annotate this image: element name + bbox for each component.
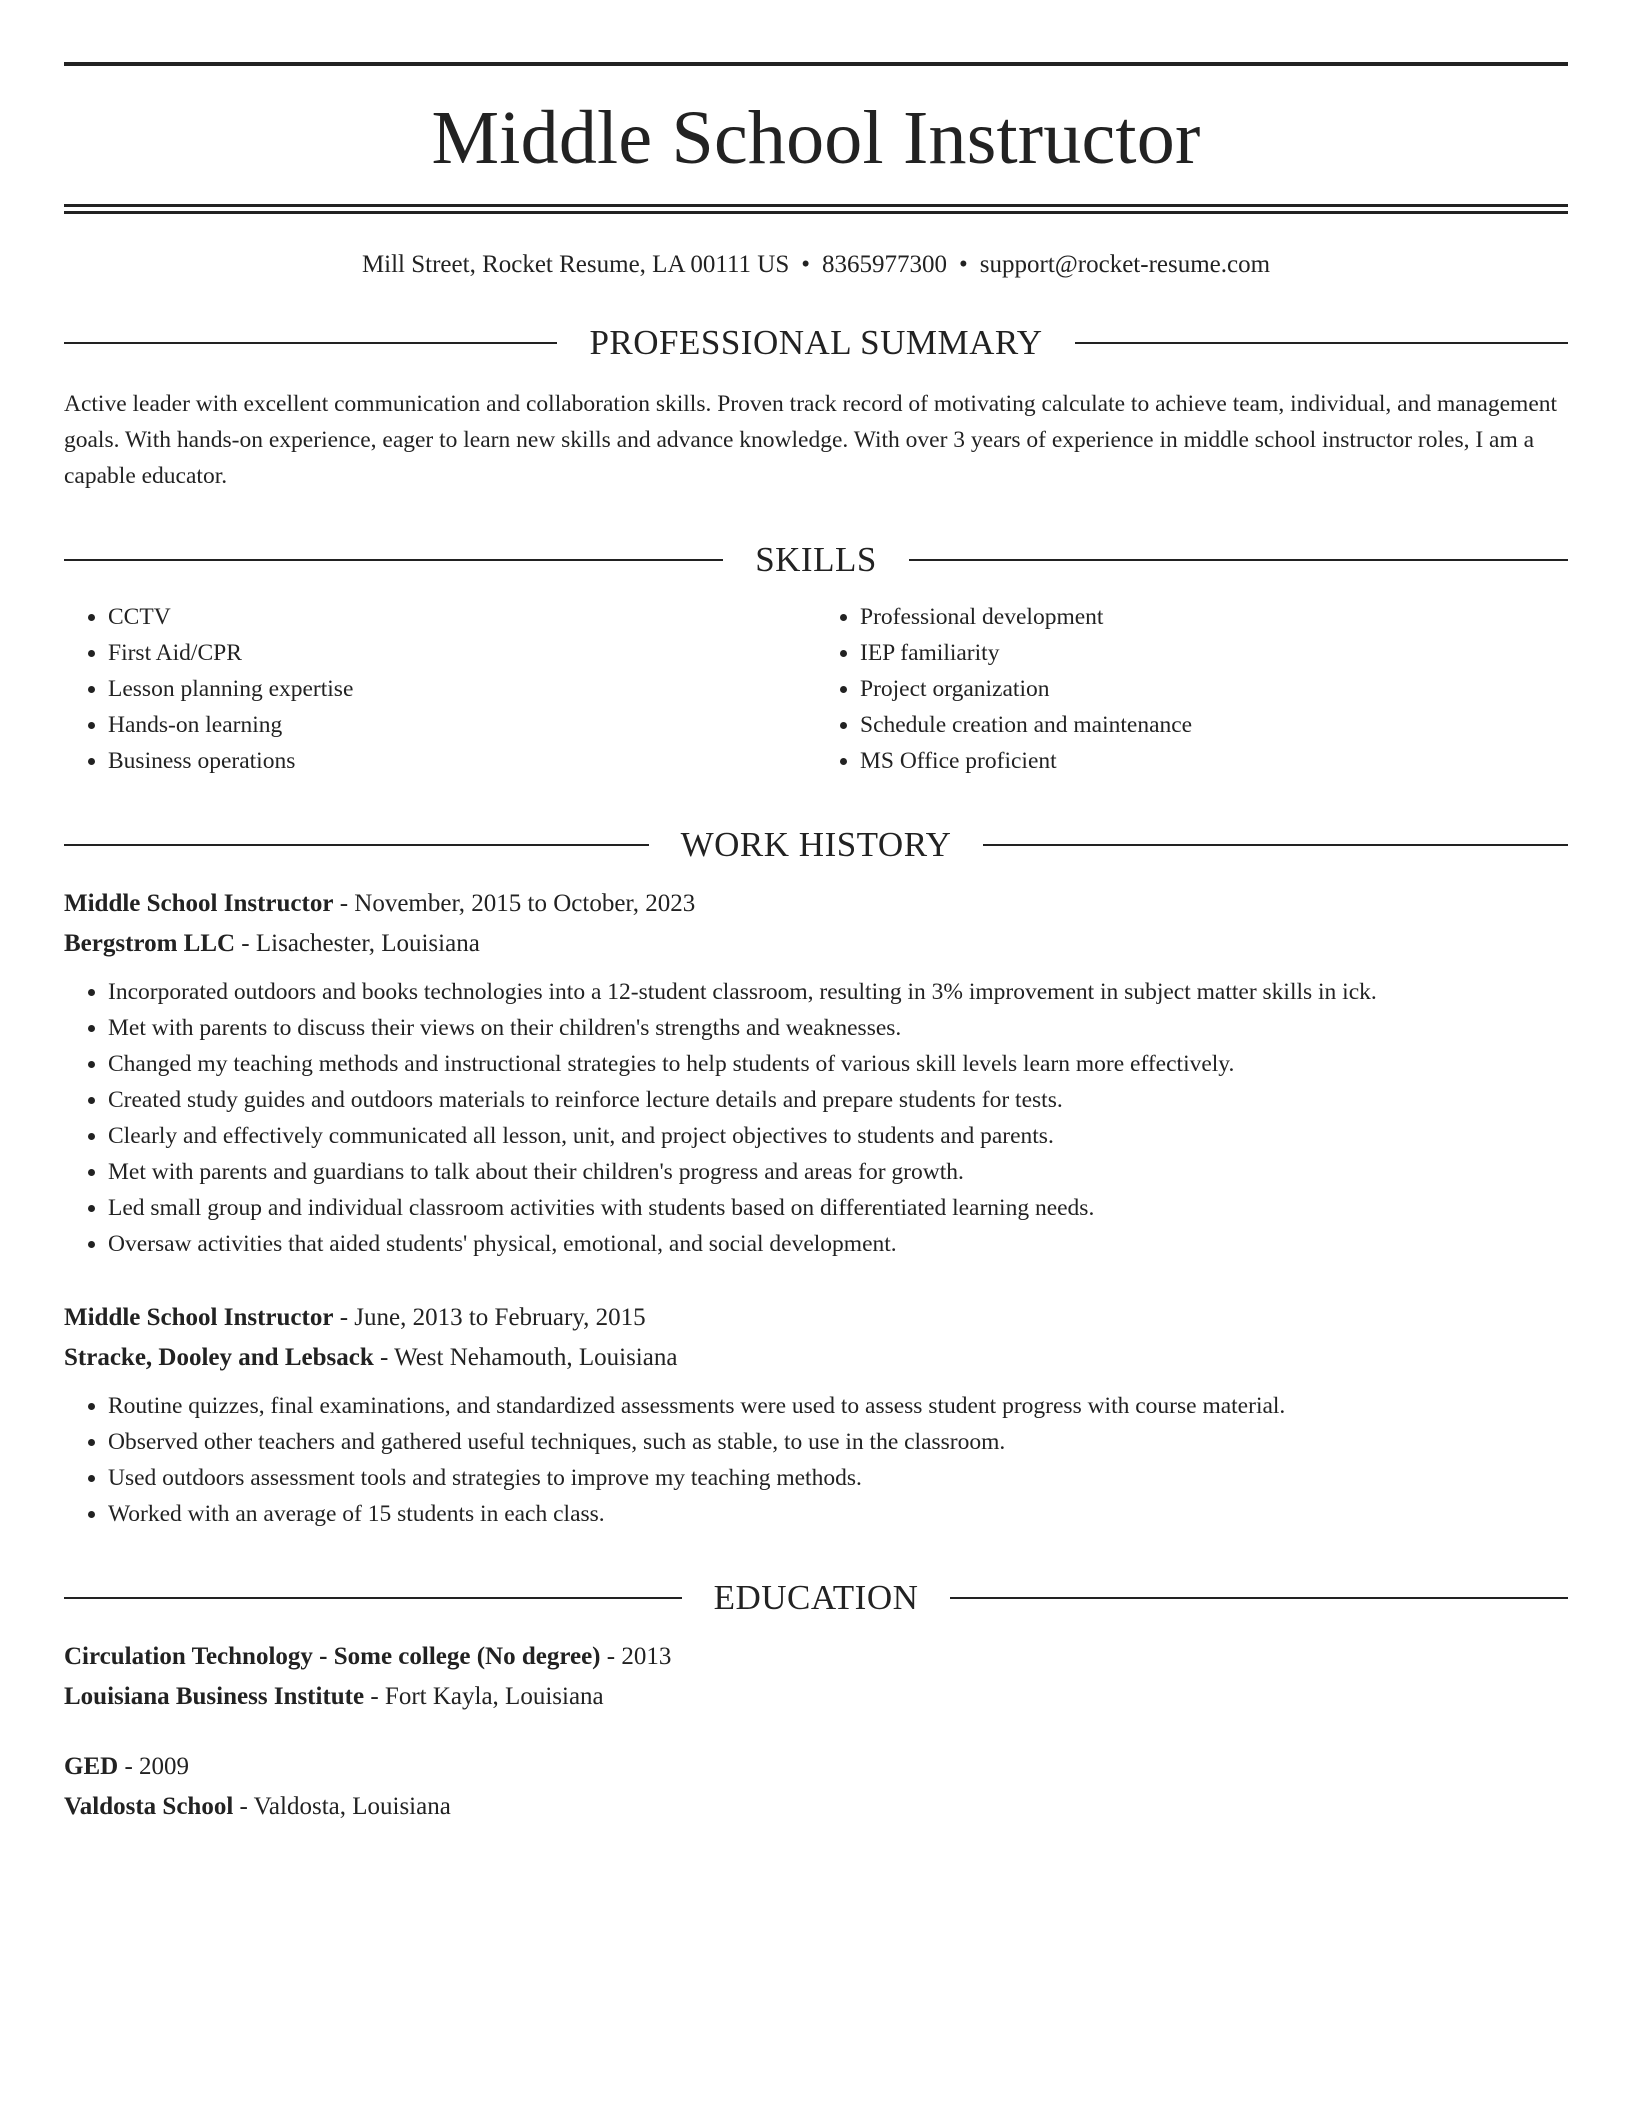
divider-line	[1075, 342, 1568, 344]
job-company: Stracke, Dooley and Lebsack	[64, 1344, 374, 1371]
skills-column-left	[64, 599, 816, 779]
job-location: - Lisachester, Louisiana	[235, 930, 480, 957]
education-entry	[64, 1637, 1568, 1717]
skill-item: • CCTV	[108, 599, 816, 635]
job-dates: - November, 2015 to October, 2023	[333, 890, 696, 917]
job-bullet: • Led small group and individual classroom activities with students based on differentiated learning needs.	[108, 1190, 1568, 1226]
job-bullet: • Worked with an average of 15 students in each class.	[108, 1496, 1568, 1532]
job-title-line	[64, 1298, 1568, 1338]
skills-list	[64, 599, 1568, 779]
job-bullet: • Incorporated outdoors and books technologies into a 12-student classroom, resulting in 3% improvement in subject matter skills in ick.	[108, 974, 1568, 1010]
job-title-line	[64, 884, 1568, 924]
divider-line	[983, 844, 1568, 846]
education-school: Louisiana Business Institute	[64, 1683, 365, 1710]
job-bullet: • Clearly and effectively communicated all lesson, unit, and project objectives to students and parents.	[108, 1118, 1568, 1154]
education-degree-line	[64, 1637, 1568, 1677]
job-bullets	[64, 974, 1568, 1262]
divider-line	[64, 342, 557, 344]
contact-address: Mill Street, Rocket Resume, LA 00111 US	[361, 251, 790, 278]
job-location: - West Nehamouth, Louisiana	[373, 1344, 678, 1371]
skill-item: • First Aid/CPR	[108, 635, 816, 671]
job-role: Middle School Instructor	[64, 1304, 334, 1331]
divider-line	[909, 559, 1568, 561]
skill-item: • Lesson planning expertise	[108, 671, 816, 707]
divider-line	[64, 844, 649, 846]
contact-separator: •	[959, 251, 968, 278]
education-school-line	[64, 1787, 1568, 1827]
education-year: - 2009	[118, 1753, 190, 1780]
education-location: - Valdosta, Louisiana	[233, 1793, 451, 1820]
candidate-name: Middle School Instructor	[431, 96, 1201, 180]
section-title: PROFESSIONAL SUMMARY	[589, 323, 1043, 362]
job-company-line	[64, 924, 1568, 964]
education-year: - 2013	[600, 1643, 672, 1670]
skill-item: • MS Office proficient	[860, 743, 1568, 779]
double-rule	[64, 204, 1568, 214]
job-entry	[64, 884, 1568, 1262]
education-degree: GED	[64, 1753, 119, 1780]
skill-item: • Project organization	[860, 671, 1568, 707]
job-entry	[64, 1298, 1568, 1532]
job-role: Middle School Instructor	[64, 890, 334, 917]
job-bullet: • Observed other teachers and gathered useful techniques, such as stable, to use in the classroom.	[108, 1424, 1568, 1460]
top-rule	[64, 62, 1568, 66]
skill-item: • Business operations	[108, 743, 816, 779]
divider-line	[64, 559, 723, 561]
contact-separator: •	[801, 251, 810, 278]
section-title: SKILLS	[755, 540, 877, 579]
job-bullet: • Changed my teaching methods and instructional strategies to help students of various skill levels learn more effectively.	[108, 1046, 1568, 1082]
section-header-summary	[64, 325, 1568, 360]
section-header-work	[64, 827, 1568, 862]
education-entry	[64, 1747, 1568, 1827]
section-title: EDUCATION	[713, 1578, 919, 1617]
skills-column-right	[816, 599, 1568, 779]
job-company-line	[64, 1338, 1568, 1378]
contact-phone: 8365977300	[822, 251, 947, 278]
section-header-skills	[64, 542, 1568, 577]
education-location: - Fort Kayla, Louisiana	[364, 1683, 604, 1710]
job-company: Bergstrom LLC	[64, 930, 236, 957]
section-header-education	[64, 1580, 1568, 1615]
summary-text: Active leader with excellent communication and collaboration skills. Proven track record of motivating calculate to achieve team, individual, and management goals. With hands-on experience, eager to learn new skills and advance knowledge. With over 3 years of experience in middle school instructor roles, I am a capable educator.	[64, 391, 1558, 489]
education-school-line	[64, 1677, 1568, 1717]
skill-item: • Professional development	[860, 599, 1568, 635]
job-bullets	[64, 1388, 1568, 1532]
job-bullet: • Created study guides and outdoors materials to reinforce lecture details and prepare students for tests.	[108, 1082, 1568, 1118]
skill-item: • Schedule creation and maintenance	[860, 707, 1568, 743]
education-school: Valdosta School	[64, 1793, 234, 1820]
skill-item: • Hands-on learning	[108, 707, 816, 743]
job-bullet: • Met with parents and guardians to talk about their children's progress and areas for growth.	[108, 1154, 1568, 1190]
section-title: WORK HISTORY	[680, 825, 952, 864]
job-bullet: • Routine quizzes, final examinations, and standardized assessments were used to assess student progress with course material.	[108, 1388, 1568, 1424]
job-bullet: • Oversaw activities that aided students' physical, emotional, and social development.	[108, 1226, 1568, 1262]
contact-email: support@rocket-resume.com	[979, 251, 1271, 278]
contact-line	[64, 252, 1568, 277]
job-dates: - June, 2013 to February, 2015	[333, 1304, 646, 1331]
divider-line	[64, 1597, 682, 1599]
job-bullet: • Used outdoors assessment tools and strategies to improve my teaching methods.	[108, 1460, 1568, 1496]
skill-item: • IEP familiarity	[860, 635, 1568, 671]
education-degree-line	[64, 1747, 1568, 1787]
education-degree: Circulation Technology - Some college (No degree)	[64, 1643, 601, 1670]
divider-line	[950, 1597, 1568, 1599]
job-bullet: • Met with parents to discuss their views on their children's strengths and weaknesses.	[108, 1010, 1568, 1046]
